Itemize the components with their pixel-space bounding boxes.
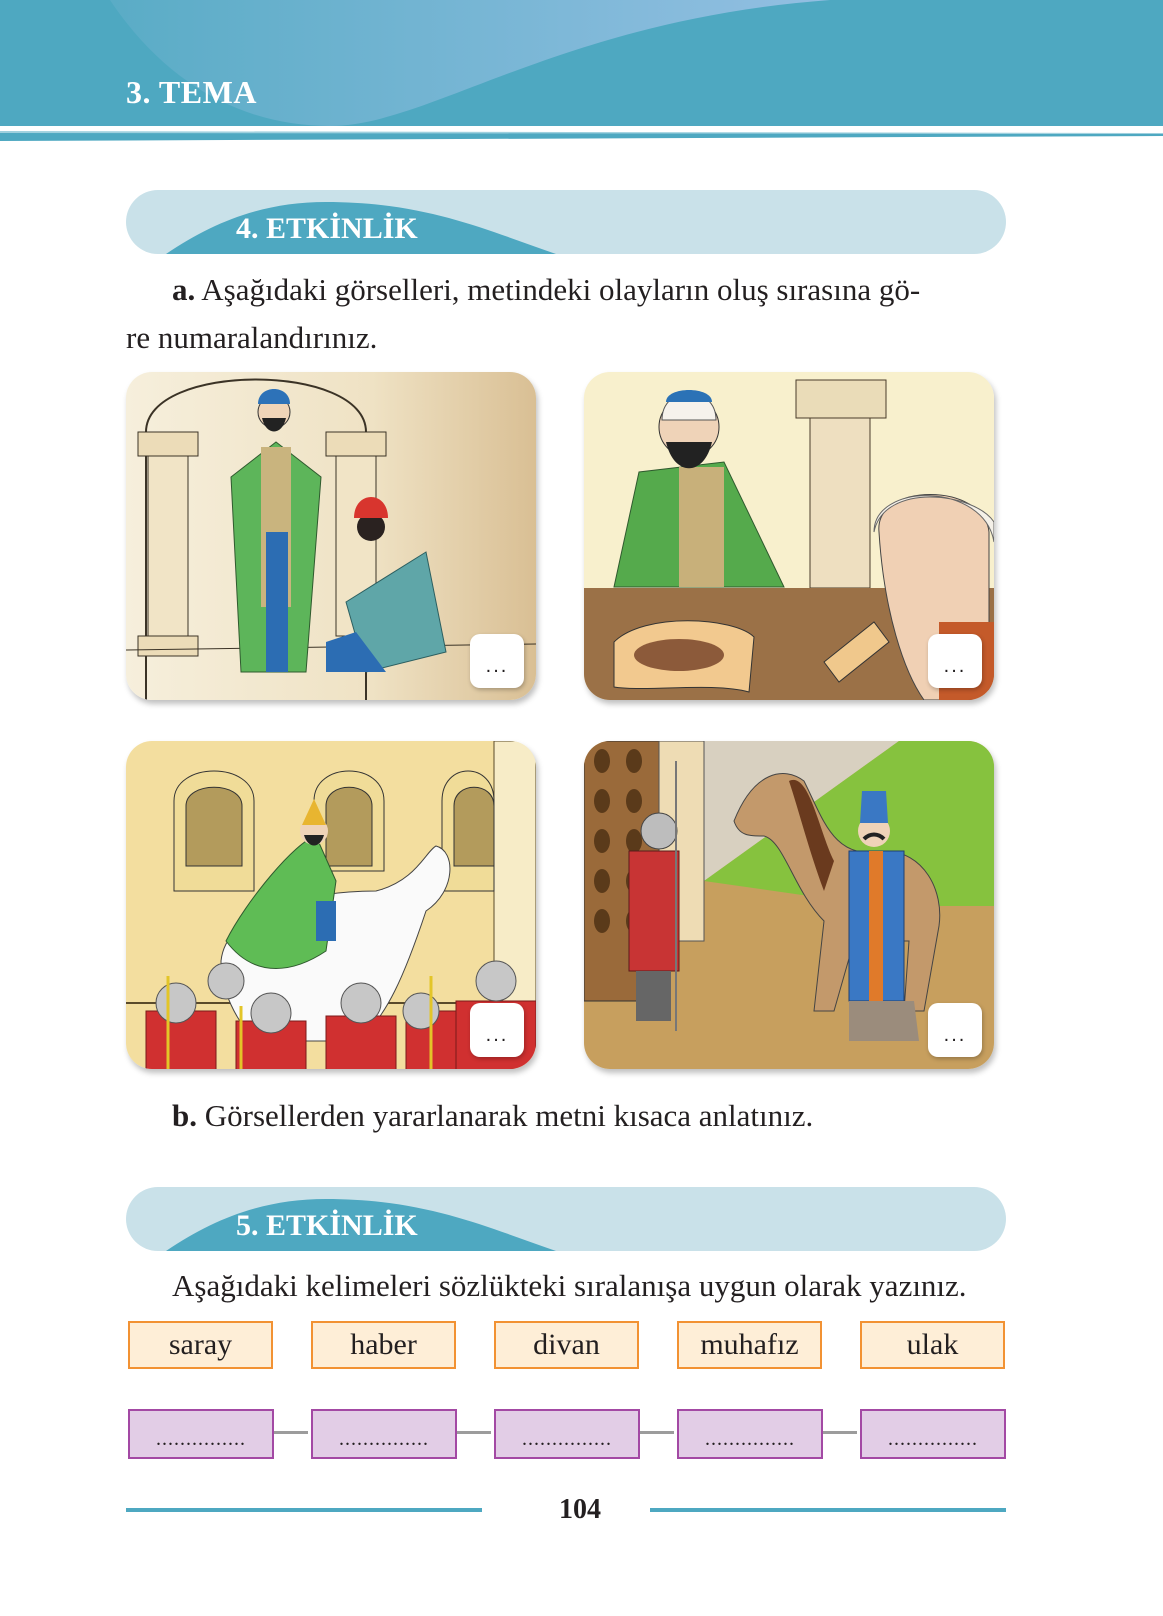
- order-number-box-3[interactable]: ...: [470, 1003, 524, 1057]
- page-number: 104: [559, 1494, 601, 1525]
- instruction-b-text: Görsellerden yararlanarak metni kısaca anlatınız.: [197, 1098, 814, 1133]
- footer-line-left: [126, 1508, 482, 1512]
- word-box-haber: haber: [311, 1321, 456, 1369]
- chapter-title: 3. TEMA: [126, 74, 257, 110]
- order-number-box-1[interactable]: ...: [470, 634, 524, 688]
- activity-5-instruction: Aşağıdaki kelimeleri sözlükteki sıralanışa uygun olarak yazınız.: [172, 1268, 967, 1303]
- activity-4-title: 4. ETKİNLİK: [236, 212, 418, 245]
- image-panel-1: [126, 372, 536, 700]
- image-panel-2: [584, 372, 994, 700]
- answer-box-4[interactable]: ...............: [677, 1409, 823, 1459]
- answer-connector: [274, 1431, 308, 1434]
- answer-box-1[interactable]: ...............: [128, 1409, 274, 1459]
- header-stripe: [0, 131, 1163, 141]
- word-box-saray: saray: [128, 1321, 273, 1369]
- instruction-a-line2: re numaralandırınız.: [126, 320, 378, 355]
- answer-connector: [640, 1431, 674, 1434]
- answer-connector: [823, 1431, 857, 1434]
- answer-box-5[interactable]: ...............: [860, 1409, 1006, 1459]
- instruction-a-label: a.: [172, 272, 196, 307]
- footer-line-right: [650, 1508, 1006, 1512]
- answer-chain: [128, 1409, 1006, 1457]
- answer-connector: [457, 1431, 491, 1434]
- order-number-box-2[interactable]: ...: [928, 634, 982, 688]
- word-box-muhafiz: muhafız: [677, 1321, 822, 1369]
- word-box-divan: divan: [494, 1321, 639, 1369]
- activity-4-banner: [126, 190, 1006, 254]
- activity-5-banner: [126, 1187, 1006, 1251]
- instruction-a-line1: Aşağıdaki görselleri, metindeki olayların oluş sırasına gö-: [195, 272, 921, 307]
- image-panel-4: [584, 741, 994, 1069]
- answer-box-3[interactable]: ...............: [494, 1409, 640, 1459]
- answer-box-2[interactable]: ...............: [311, 1409, 457, 1459]
- word-box-ulak: ulak: [860, 1321, 1005, 1369]
- instruction-a: [126, 266, 1006, 362]
- chapter-header: [0, 0, 1163, 126]
- order-number-box-4[interactable]: ...: [928, 1003, 982, 1057]
- word-list: [128, 1321, 1006, 1369]
- activity-5-title: 5. ETKİNLİK: [236, 1209, 418, 1242]
- instruction-b-label: b.: [172, 1098, 197, 1133]
- image-panel-3: [126, 741, 536, 1069]
- instruction-b: [172, 1092, 1012, 1140]
